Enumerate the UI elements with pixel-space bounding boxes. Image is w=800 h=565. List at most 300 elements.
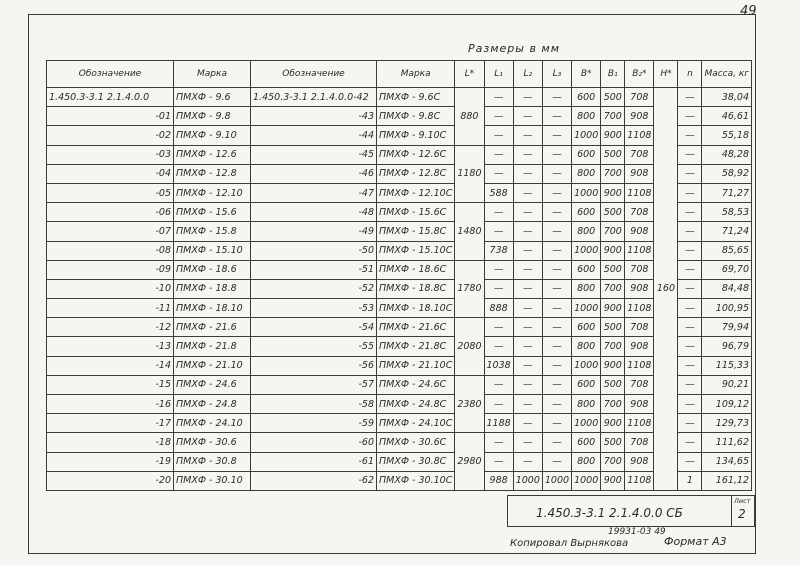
L2-cell: — xyxy=(513,164,542,183)
n-cell: — xyxy=(678,452,702,471)
designation-2-cell: -55 xyxy=(251,337,377,356)
L1-cell: — xyxy=(484,107,513,126)
L1-cell: 1188 xyxy=(484,414,513,433)
L2-cell: — xyxy=(513,356,542,375)
B2-cell: 1108 xyxy=(625,471,654,490)
B2-cell: 908 xyxy=(625,164,654,183)
mark-1-cell: ПМХФ - 24.6 xyxy=(174,375,251,394)
mark-2-cell: ПМХФ - 24.10С xyxy=(377,414,455,433)
L-cell: 1180 xyxy=(455,145,484,203)
header-B: B* xyxy=(572,61,601,88)
L3-cell: — xyxy=(542,318,571,337)
B2-cell: 908 xyxy=(625,452,654,471)
header-row xyxy=(47,61,752,88)
mass-cell: 46,61 xyxy=(702,107,752,126)
B2-cell: 708 xyxy=(625,318,654,337)
L2-cell: — xyxy=(513,414,542,433)
mark-2-cell: ПМХФ - 18.8С xyxy=(377,279,455,298)
L3-cell: — xyxy=(542,337,571,356)
designation-2-cell: -47 xyxy=(251,183,377,202)
mark-1-cell: ПМХФ - 15.10 xyxy=(174,241,251,260)
L2-cell: — xyxy=(513,433,542,452)
L2-cell: — xyxy=(513,145,542,164)
n-cell: — xyxy=(678,126,702,145)
B2-cell: 908 xyxy=(625,107,654,126)
B-cell: 600 xyxy=(572,318,601,337)
mass-cell: 58,53 xyxy=(702,203,752,222)
designation-2-cell: 1.450.3-3.1 2.1.4.0.0-42 xyxy=(251,88,377,107)
n-cell: — xyxy=(678,241,702,260)
designation-1-cell: -08 xyxy=(47,241,174,260)
L2-cell: 1000 xyxy=(513,471,542,490)
B-cell: 1000 xyxy=(572,183,601,202)
designation-1-cell: -15 xyxy=(47,375,174,394)
L3-cell: — xyxy=(542,145,571,164)
designation-2-cell: -43 xyxy=(251,107,377,126)
L2-cell: — xyxy=(513,395,542,414)
B-cell: 600 xyxy=(572,88,601,107)
L3-cell: — xyxy=(542,126,571,145)
L1-cell: — xyxy=(484,452,513,471)
mass-cell: 84,48 xyxy=(702,279,752,298)
L2-cell: — xyxy=(513,260,542,279)
mark-1-cell: ПМХФ - 18.10 xyxy=(174,299,251,318)
sheet-box xyxy=(731,496,754,526)
n-cell: — xyxy=(678,414,702,433)
L1-cell: 738 xyxy=(484,241,513,260)
mark-2-cell: ПМХФ - 18.6С xyxy=(377,260,455,279)
mark-2-cell: ПМХФ - 15.8С xyxy=(377,222,455,241)
L3-cell: — xyxy=(542,279,571,298)
B1-cell: 900 xyxy=(601,356,625,375)
B2-cell: 1108 xyxy=(625,414,654,433)
mark-2-cell: ПМХФ - 18.10С xyxy=(377,299,455,318)
n-cell: — xyxy=(678,222,702,241)
sheet-number: 2 xyxy=(738,507,746,521)
L3-cell: — xyxy=(542,260,571,279)
L1-cell: 588 xyxy=(484,183,513,202)
copied-by: Копировал Вырнякова xyxy=(510,538,629,549)
L1-cell: — xyxy=(484,88,513,107)
L2-cell: — xyxy=(513,183,542,202)
table-row xyxy=(47,433,752,452)
mark-1-cell: ПМХФ - 12.6 xyxy=(174,145,251,164)
L1-cell: — xyxy=(484,395,513,414)
B1-cell: 700 xyxy=(601,452,625,471)
mark-2-cell: ПМХФ - 21.10С xyxy=(377,356,455,375)
L1-cell: — xyxy=(484,260,513,279)
mark-1-cell: ПМХФ - 15.8 xyxy=(174,222,251,241)
designation-1-cell: -01 xyxy=(47,107,174,126)
B-cell: 800 xyxy=(572,107,601,126)
designation-2-cell: -52 xyxy=(251,279,377,298)
designation-2-cell: -61 xyxy=(251,452,377,471)
B1-cell: 500 xyxy=(601,433,625,452)
table-row xyxy=(47,107,752,126)
table-row xyxy=(47,260,752,279)
L-cell: 2380 xyxy=(455,375,484,433)
L1-cell: — xyxy=(484,203,513,222)
designation-2-cell: -59 xyxy=(251,414,377,433)
mark-1-cell: ПМХФ - 9.6 xyxy=(174,88,251,107)
table-row xyxy=(47,299,752,318)
B1-cell: 500 xyxy=(601,203,625,222)
B1-cell: 700 xyxy=(601,337,625,356)
designation-1-cell: -03 xyxy=(47,145,174,164)
B-cell: 800 xyxy=(572,279,601,298)
B2-cell: 708 xyxy=(625,260,654,279)
mass-cell: 69,70 xyxy=(702,260,752,279)
B2-cell: 908 xyxy=(625,337,654,356)
mass-cell: 134,65 xyxy=(702,452,752,471)
designation-2-cell: -60 xyxy=(251,433,377,452)
designation-1-cell: -05 xyxy=(47,183,174,202)
B-cell: 600 xyxy=(572,203,601,222)
L3-cell: — xyxy=(542,299,571,318)
header-designation-2: Обозначение xyxy=(251,61,377,88)
mark-1-cell: ПМХФ - 9.10 xyxy=(174,126,251,145)
mark-2-cell: ПМХФ - 30.6С xyxy=(377,433,455,452)
L2-cell: — xyxy=(513,126,542,145)
B2-cell: 1108 xyxy=(625,241,654,260)
mass-cell: 58,92 xyxy=(702,164,752,183)
L3-cell: — xyxy=(542,203,571,222)
mark-1-cell: ПМХФ - 24.10 xyxy=(174,414,251,433)
n-cell: — xyxy=(678,164,702,183)
B1-cell: 500 xyxy=(601,260,625,279)
B-cell: 600 xyxy=(572,433,601,452)
designation-2-cell: -50 xyxy=(251,241,377,260)
table-row xyxy=(47,318,752,337)
mass-cell: 161,12 xyxy=(702,471,752,490)
mark-2-cell: ПМХФ - 12.6С xyxy=(377,145,455,164)
designation-1-cell: -16 xyxy=(47,395,174,414)
page-number: 49 xyxy=(740,4,757,19)
mark-1-cell: ПМХФ - 30.6 xyxy=(174,433,251,452)
header-L: L* xyxy=(455,61,484,88)
B1-cell: 700 xyxy=(601,395,625,414)
mark-2-cell: ПМХФ - 24.6С xyxy=(377,375,455,394)
designation-1-cell: -09 xyxy=(47,260,174,279)
B-cell: 1000 xyxy=(572,299,601,318)
n-cell: — xyxy=(678,203,702,222)
B1-cell: 500 xyxy=(601,318,625,337)
B1-cell: 700 xyxy=(601,279,625,298)
sizes-title: Размеры в мм xyxy=(468,42,561,55)
mark-1-cell: ПМХФ - 9.8 xyxy=(174,107,251,126)
mark-1-cell: ПМХФ - 24.8 xyxy=(174,395,251,414)
L3-cell: — xyxy=(542,241,571,260)
designation-2-cell: -49 xyxy=(251,222,377,241)
mass-cell: 85,65 xyxy=(702,241,752,260)
B1-cell: 500 xyxy=(601,375,625,394)
n-cell: — xyxy=(678,107,702,126)
L3-cell: — xyxy=(542,164,571,183)
n-cell: — xyxy=(678,375,702,394)
mark-2-cell: ПМХФ - 30.8С xyxy=(377,452,455,471)
B-cell: 800 xyxy=(572,222,601,241)
L2-cell: — xyxy=(513,375,542,394)
header-mark-2: Марка xyxy=(377,61,455,88)
designation-1-cell: -20 xyxy=(47,471,174,490)
B-cell: 1000 xyxy=(572,126,601,145)
header-n: n xyxy=(678,61,702,88)
B1-cell: 500 xyxy=(601,145,625,164)
table-row xyxy=(47,414,752,433)
n-cell: — xyxy=(678,356,702,375)
L1-cell: — xyxy=(484,126,513,145)
n-cell: — xyxy=(678,183,702,202)
B-cell: 1000 xyxy=(572,414,601,433)
header-mass: Масса, кг xyxy=(702,61,752,88)
mark-2-cell: ПМХФ - 21.6С xyxy=(377,318,455,337)
B-cell: 1000 xyxy=(572,356,601,375)
L2-cell: — xyxy=(513,337,542,356)
designation-1-cell: -14 xyxy=(47,356,174,375)
mass-cell: 111,62 xyxy=(702,433,752,452)
L2-cell: — xyxy=(513,88,542,107)
mass-cell: 79,94 xyxy=(702,318,752,337)
designation-2-cell: -58 xyxy=(251,395,377,414)
mark-2-cell: ПМХФ - 9.10С xyxy=(377,126,455,145)
L3-cell: — xyxy=(542,375,571,394)
table-row xyxy=(47,241,752,260)
n-cell: — xyxy=(678,88,702,107)
designation-1-cell: -07 xyxy=(47,222,174,241)
mark-2-cell: ПМХФ - 24.8С xyxy=(377,395,455,414)
mass-cell: 38,04 xyxy=(702,88,752,107)
mark-2-cell: ПМХФ - 9.8С xyxy=(377,107,455,126)
designation-2-cell: -48 xyxy=(251,203,377,222)
L2-cell: — xyxy=(513,203,542,222)
L2-cell: — xyxy=(513,222,542,241)
n-cell: — xyxy=(678,318,702,337)
B-cell: 800 xyxy=(572,164,601,183)
mass-cell: 115,33 xyxy=(702,356,752,375)
designation-1-cell: -19 xyxy=(47,452,174,471)
L1-cell: — xyxy=(484,145,513,164)
B2-cell: 708 xyxy=(625,433,654,452)
table-row xyxy=(47,452,752,471)
L2-cell: — xyxy=(513,318,542,337)
designation-1-cell: -11 xyxy=(47,299,174,318)
mark-2-cell: ПМХФ - 15.6С xyxy=(377,203,455,222)
designation-2-cell: -56 xyxy=(251,356,377,375)
H-cell: 160 xyxy=(654,88,678,491)
mark-1-cell: ПМХФ - 21.6 xyxy=(174,318,251,337)
L1-cell: — xyxy=(484,279,513,298)
mass-cell: 109,12 xyxy=(702,395,752,414)
mark-1-cell: ПМХФ - 30.8 xyxy=(174,452,251,471)
designation-2-cell: -44 xyxy=(251,126,377,145)
table-row xyxy=(47,279,752,298)
B-cell: 800 xyxy=(572,395,601,414)
L1-cell: 988 xyxy=(484,471,513,490)
L3-cell: — xyxy=(542,222,571,241)
header-B1: B₁ xyxy=(601,61,625,88)
mass-cell: 90,21 xyxy=(702,375,752,394)
table-body xyxy=(47,88,752,491)
mass-cell: 100,95 xyxy=(702,299,752,318)
sheet-label: Лист xyxy=(734,497,751,505)
sheet-format: Формат А3 xyxy=(664,535,727,548)
table-row xyxy=(47,203,752,222)
L-cell: 2980 xyxy=(455,433,484,491)
mark-1-cell: ПМХФ - 18.6 xyxy=(174,260,251,279)
L3-cell: 1000 xyxy=(542,471,571,490)
L3-cell: — xyxy=(542,183,571,202)
mark-2-cell: ПМХФ - 21.8С xyxy=(377,337,455,356)
B-cell: 1000 xyxy=(572,471,601,490)
archive-number: 19931-03 49 xyxy=(608,527,666,537)
L2-cell: — xyxy=(513,299,542,318)
L3-cell: — xyxy=(542,395,571,414)
B-cell: 800 xyxy=(572,452,601,471)
mark-2-cell: ПМХФ - 30.10С xyxy=(377,471,455,490)
B-cell: 600 xyxy=(572,375,601,394)
B2-cell: 1108 xyxy=(625,126,654,145)
header-L2: L₂ xyxy=(513,61,542,88)
mark-1-cell: ПМХФ - 21.8 xyxy=(174,337,251,356)
mass-cell: 129,73 xyxy=(702,414,752,433)
B-cell: 1000 xyxy=(572,241,601,260)
mark-2-cell: ПМХФ - 9.6С xyxy=(377,88,455,107)
L1-cell: — xyxy=(484,337,513,356)
B1-cell: 500 xyxy=(601,88,625,107)
designation-1-cell: -13 xyxy=(47,337,174,356)
designation-2-cell: -51 xyxy=(251,260,377,279)
L3-cell: — xyxy=(542,452,571,471)
n-cell: 1 xyxy=(678,471,702,490)
header-mark-1: Марка xyxy=(174,61,251,88)
B1-cell: 700 xyxy=(601,222,625,241)
B1-cell: 900 xyxy=(601,126,625,145)
B2-cell: 708 xyxy=(625,203,654,222)
mark-1-cell: ПМХФ - 30.10 xyxy=(174,471,251,490)
B2-cell: 1108 xyxy=(625,299,654,318)
spec-table xyxy=(46,60,752,491)
L2-cell: — xyxy=(513,241,542,260)
B1-cell: 900 xyxy=(601,414,625,433)
L3-cell: — xyxy=(542,414,571,433)
L1-cell: — xyxy=(484,164,513,183)
n-cell: — xyxy=(678,433,702,452)
L-cell: 1480 xyxy=(455,203,484,261)
table-row xyxy=(47,88,752,107)
L3-cell: — xyxy=(542,356,571,375)
designation-1-cell: -18 xyxy=(47,433,174,452)
table-row xyxy=(47,183,752,202)
header-B2: B₂* xyxy=(625,61,654,88)
L-cell: 880 xyxy=(455,88,484,146)
table-row xyxy=(47,395,752,414)
L-cell: 2080 xyxy=(455,318,484,376)
designation-2-cell: -62 xyxy=(251,471,377,490)
n-cell: — xyxy=(678,395,702,414)
L1-cell: — xyxy=(484,375,513,394)
L1-cell: — xyxy=(484,318,513,337)
B-cell: 600 xyxy=(572,260,601,279)
mass-cell: 96,79 xyxy=(702,337,752,356)
mark-2-cell: ПМХФ - 12.8С xyxy=(377,164,455,183)
B2-cell: 908 xyxy=(625,395,654,414)
L2-cell: — xyxy=(513,452,542,471)
designation-1-cell: -10 xyxy=(47,279,174,298)
n-cell: — xyxy=(678,299,702,318)
B1-cell: 700 xyxy=(601,164,625,183)
header-L1: L₁ xyxy=(484,61,513,88)
designation-2-cell: -45 xyxy=(251,145,377,164)
designation-2-cell: -46 xyxy=(251,164,377,183)
mass-cell: 71,24 xyxy=(702,222,752,241)
n-cell: — xyxy=(678,279,702,298)
B2-cell: 708 xyxy=(625,145,654,164)
designation-2-cell: -53 xyxy=(251,299,377,318)
mass-cell: 71,27 xyxy=(702,183,752,202)
table-row xyxy=(47,145,752,164)
L3-cell: — xyxy=(542,433,571,452)
mark-2-cell: ПМХФ - 15.10С xyxy=(377,241,455,260)
B1-cell: 900 xyxy=(601,299,625,318)
designation-1-cell: -17 xyxy=(47,414,174,433)
mark-1-cell: ПМХФ - 12.8 xyxy=(174,164,251,183)
mark-2-cell: ПМХФ - 12.10С xyxy=(377,183,455,202)
B2-cell: 708 xyxy=(625,88,654,107)
table-row xyxy=(47,356,752,375)
title-stamp xyxy=(507,495,755,527)
stamp-code: 1.450.3-3.1 2.1.4.0.0 СБ xyxy=(536,506,683,520)
B-cell: 600 xyxy=(572,145,601,164)
B2-cell: 908 xyxy=(625,222,654,241)
designation-2-cell: -57 xyxy=(251,375,377,394)
designation-1-cell: -06 xyxy=(47,203,174,222)
L1-cell: 1038 xyxy=(484,356,513,375)
header-designation-1: Обозначение xyxy=(47,61,174,88)
n-cell: — xyxy=(678,260,702,279)
B1-cell: 900 xyxy=(601,471,625,490)
L1-cell: 888 xyxy=(484,299,513,318)
n-cell: — xyxy=(678,337,702,356)
L2-cell: — xyxy=(513,107,542,126)
L1-cell: — xyxy=(484,433,513,452)
designation-1-cell: -02 xyxy=(47,126,174,145)
L1-cell: — xyxy=(484,222,513,241)
L2-cell: — xyxy=(513,279,542,298)
mark-1-cell: ПМХФ - 15.6 xyxy=(174,203,251,222)
B1-cell: 900 xyxy=(601,183,625,202)
L3-cell: — xyxy=(542,107,571,126)
B2-cell: 708 xyxy=(625,375,654,394)
L-cell: 1780 xyxy=(455,260,484,318)
header-H: H* xyxy=(654,61,678,88)
mass-cell: 48,28 xyxy=(702,145,752,164)
mark-1-cell: ПМХФ - 21.10 xyxy=(174,356,251,375)
designation-2-cell: -54 xyxy=(251,318,377,337)
B-cell: 800 xyxy=(572,337,601,356)
L3-cell: — xyxy=(542,88,571,107)
table-row xyxy=(47,471,752,490)
B2-cell: 1108 xyxy=(625,356,654,375)
table-row xyxy=(47,222,752,241)
B2-cell: 908 xyxy=(625,279,654,298)
table-row xyxy=(47,337,752,356)
B1-cell: 700 xyxy=(601,107,625,126)
B2-cell: 1108 xyxy=(625,183,654,202)
table-row xyxy=(47,164,752,183)
n-cell: — xyxy=(678,145,702,164)
mark-1-cell: ПМХФ - 18.8 xyxy=(174,279,251,298)
mark-1-cell: ПМХФ - 12.10 xyxy=(174,183,251,202)
